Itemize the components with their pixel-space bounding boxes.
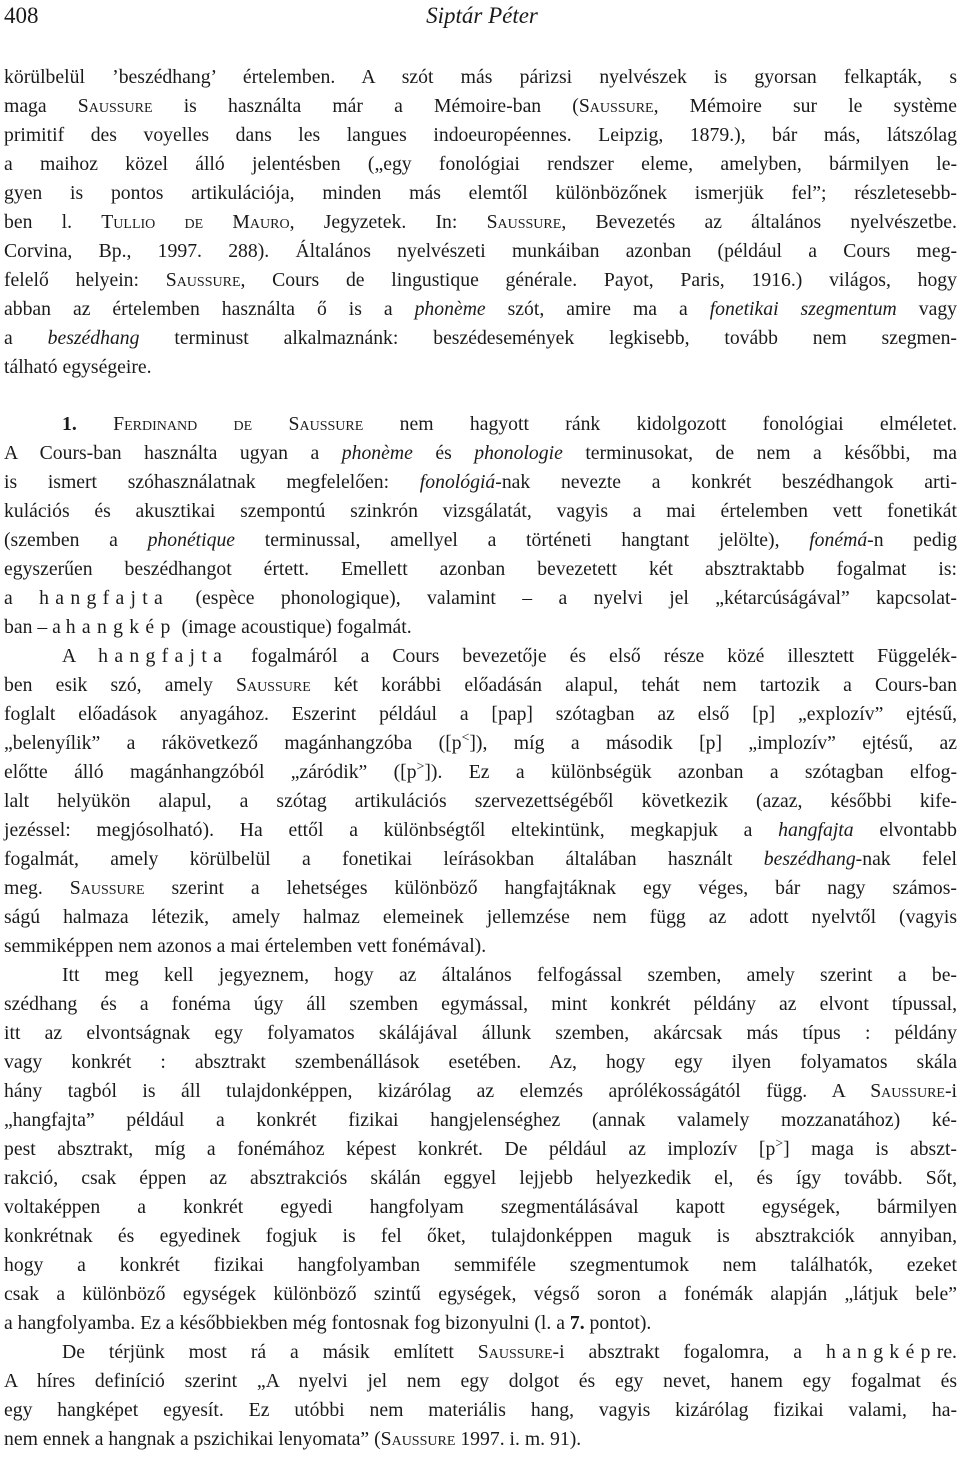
superscript: > [416, 758, 425, 774]
text-line: a hangfolyamba. Ez a későbbiekben még fontosnak fog bizonyulni (l. a 7. pontot). [4, 1312, 652, 1334]
text-line: gyen is pontos artikulációja, minden más elemtől különbözőnek ismerjük fel”; részletesebb- [4, 182, 957, 204]
text-line: vagy konkrét : absztrakt szembenállások esetében. Az, hogy egy ilyen folyamatos skála [4, 1051, 957, 1073]
superscript: > [775, 1135, 784, 1151]
text-line: A híres definíció szerint „A nyelvi jel nem egy dolgot és egy nevet, hanem egy fogalmat és [4, 1370, 957, 1392]
text-line: ságú halmaza létezik, amely halmaz elemeinek jellemzése nem függ az adott nyelvtől (vagyis [4, 906, 957, 928]
text-line: ben esik szó, amely Saussure két korábbi előadásán alapul, tehát nem tartozik a Cours-ban [4, 674, 957, 696]
text-line: (szemben a phonétique terminussal, amellyel a történeti hangtant jelölte), fonémá-n pedig [4, 529, 958, 551]
section-heading-line: 1. Ferdinand de Saussure nem hagyott ránk kidolgozott fonológiai elméletet. [62, 413, 958, 435]
author-name: Saussure [486, 211, 562, 233]
text-line: csak a különböző egységek különböző szintű egységek, végső soron a fonémák alapján „látjuk bele” [4, 1283, 957, 1305]
text-line: voltaképpen a konkrét egyedi hangfolyam szegmentálásával kapott egységek, bármilyen [4, 1196, 957, 1218]
text-line: tálható egységeire. [4, 356, 152, 378]
author-name: Saussure [77, 95, 153, 117]
spaced-term: hangkép [65, 616, 177, 638]
text-line: a beszédhang terminust alkalmaznánk: beszédesemények legkisebb, tovább nem szegmen- [4, 327, 957, 349]
section-reference: 7. [569, 1312, 585, 1334]
text-line: jezéssel: megjósolható). Ha ettől a különbségtől eltekintünk, megkapjuk a hangfajta elvontabb [4, 819, 957, 841]
spaced-term: hangkép [825, 1341, 937, 1363]
text-line: ban – a hangkép (image acoustique) fogalmát. [4, 616, 412, 638]
text-line: primitif des voyelles dans les langues indoeuropéennes. Leipzig, 1879.), bár más, látszólag [4, 124, 957, 146]
spaced-term: hangfajta [98, 645, 229, 667]
text-line: Itt meg kell jegyeznem, hogy az általános felfogással szemben, amely szerint a be- [62, 964, 957, 986]
section-number: 1. [62, 413, 77, 435]
text-line: meg. Saussure szerint a lehetséges különböző hangfajtáknak egy véges, bár nagy számos- [4, 877, 957, 899]
page-number: 408 [4, 3, 39, 28]
text-line: a maihoz közel álló jelentésben („egy fonológiai rendszer eleme, amelyben, bármilyen le- [4, 153, 957, 175]
author-name: Ferdinand de Saussure [113, 413, 364, 435]
text-line: egy hangképet egyesít. Ez utóbbi nem materiális hang, vagyis kizárólag fizikai valami, ha- [4, 1399, 957, 1421]
text-line: itt az elvontságnak egy folyamatos skálájával állunk szemben, akárcsak más típus : példány [4, 1022, 957, 1044]
body-text [4, 63, 957, 1454]
author-name: Tullio de Mauro [101, 211, 290, 233]
text-line: előtte álló magánhangzóból „záródik” ([p>]). Ez a különbségük azonban a szótagban elfog- [4, 758, 957, 783]
text-line: is ismert szóhasználatnak megfelelően: fonológiá-nak nevezte a konkrét beszédhangok arti- [4, 471, 958, 493]
text-line: A hangfajta fogalmáról a Cours bevezetője és első része közé illesztett Függelék- [62, 645, 957, 667]
author-name: Saussure [477, 1341, 553, 1363]
author-name: Saussure [165, 269, 241, 291]
text-line: maga Saussure is használta már a Mémoire-ban (Saussure, Mémoire sur le système [4, 95, 957, 117]
text-line: egyszerűen beszédhangot értett. Emellett azonban bevezetett két absztraktabb fogalmat is: [4, 558, 957, 580]
text-line: Corvina, Bp., 1997. 288). Általános nyelvészeti munkáiban azonban (például a Cours meg- [4, 240, 957, 262]
text-line: kulációs és akusztikai szempontú szinkrón vizsgálatát, vagyis a mai értelemben vett fonetikát [4, 500, 957, 522]
text-line: lalt helyükön alapul, a szótag artikulációs szervezettségéből következik (azaz, későbbi kife- [4, 790, 957, 812]
text-line: foglalt előadások anyagához. Eszerint például a [pap] szótagban az első [p] „explozív” ejtésű, [4, 703, 957, 725]
text-line: pest absztrakt, míg a fonémához képest konkrét. De például az implozív [p>] maga is abszt- [4, 1135, 957, 1160]
text-line: körülbelül ’beszédhang’ értelemben. A szót más párizsi nyelvészek is gyorsan felkapták, s [4, 66, 957, 88]
text-line: hány tagból is áll tulajdonképpen, kizárólag az elemzés aprólékosságától függ. A Saussure-i [4, 1080, 957, 1102]
running-head: Siptár Péter [426, 3, 538, 28]
text-line: rakció, csak éppen az absztrakciós skálán eggyel lejjebb helyezkedik el, és így tovább. Sőt, [4, 1167, 957, 1189]
text-line: „belenyílik” a rákövetkező magánhangzóba ([p<]), míg a második [p] „implozív” ejtésű, az [4, 729, 957, 754]
page-header [4, 2, 960, 30]
spaced-term: hangfajta [39, 587, 170, 609]
text-line: konkrétnak és egyedinek fogjuk is fel őket, tulajdonképpen maguk is absztrakciók annyiban, [4, 1225, 957, 1247]
text-line: A Cours-ban használta ugyan a phonème és phonologie terminusokat, de nem a későbbi, ma [4, 442, 957, 464]
author-name: Saussure [380, 1428, 456, 1450]
text-line: semmiképpen nem azonos a mai értelemben vett fonémával). [4, 935, 487, 957]
author-name: Saussure [578, 95, 654, 117]
superscript: < [461, 729, 470, 745]
text-line: ben l. Tullio de Mauro, Jegyzetek. In: Saussure, Bevezetés az általános nyelvészetbe. [4, 211, 957, 233]
text-line: hogy a konkrét fizikai hangfolyamban semmiféle szegmentumok nem találhatók, ezeket [4, 1254, 957, 1276]
text-line: a hangfajta (espèce phonologique), valamint – a nyelvi jel „kétarcúságával” kapcsolat- [4, 587, 957, 609]
section-gap [4, 382, 957, 410]
text-line: szédhang és a fonéma úgy áll szemben egymással, mint konkrét példány az elvont típussal, [4, 993, 957, 1015]
author-name: Saussure [870, 1080, 945, 1102]
author-name: Saussure [236, 674, 311, 696]
text-line: fogalmát, amely körülbelül a fonetikai leírásokban általában használt beszédhang-nak felel [4, 848, 957, 870]
text-line: nem ennek a hangnak a pszichikai lenyomata” (Saussure 1997. i. m. 91). [4, 1428, 582, 1450]
text-line: De térjünk most rá a másik említett Saussure-i absztrakt fogalomra, a hangképre. [62, 1341, 957, 1363]
text-line: abban az értelemben használta ő is a phonème szót, amire ma a fonetikai szegmentum vagy [4, 298, 958, 320]
text-line: „hangfajta” például a konkrét fizikai hangjelenséghez (annak valamely mozzanatához) ké- [4, 1109, 957, 1131]
text-line: felelő helyein: Saussure, Cours de lingustique générale. Payot, Paris, 1916.) világos, hogy [4, 269, 957, 291]
author-name: Saussure [69, 877, 145, 899]
